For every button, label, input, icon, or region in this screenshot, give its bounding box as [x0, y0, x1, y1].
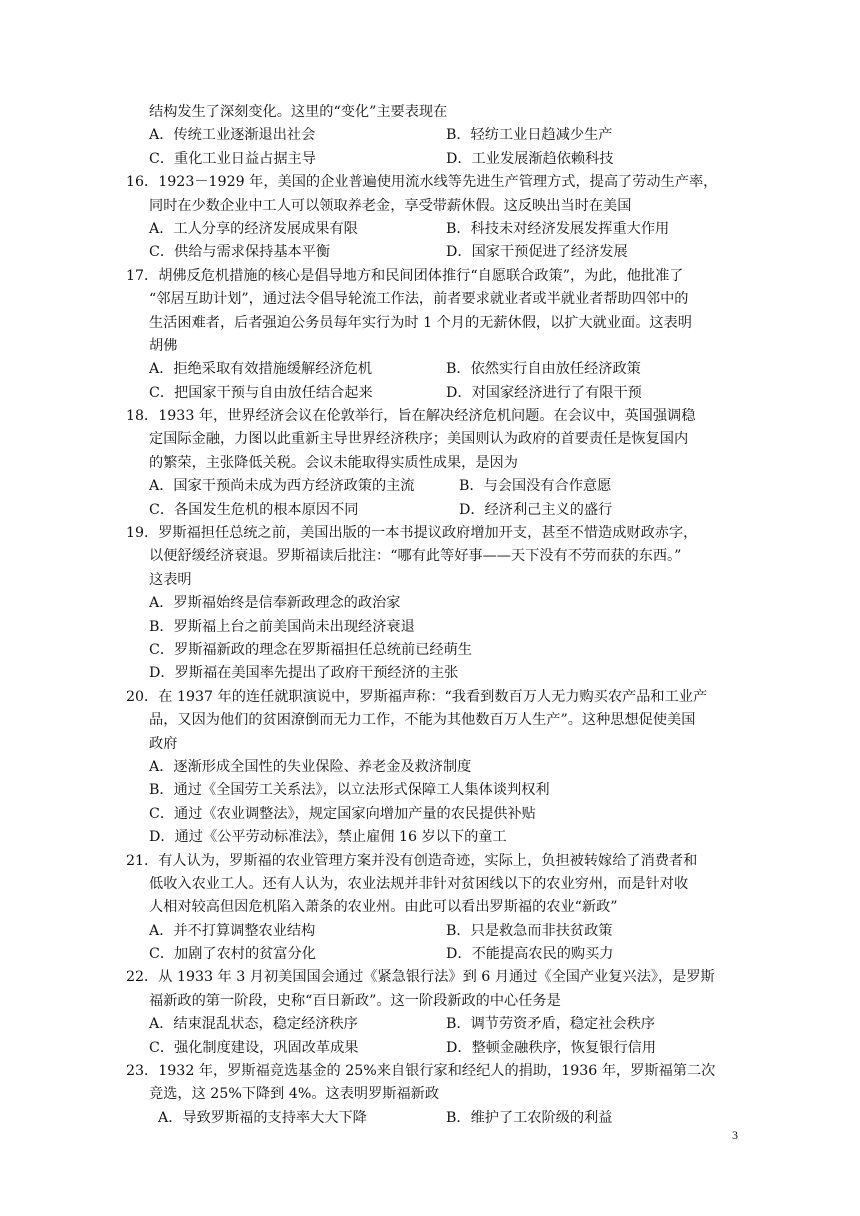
option-b: B．罗斯福上台之前美国尚未出现经济衰退: [149, 618, 415, 635]
option-row: [126, 1107, 746, 1130]
option-b: B．科技未对经济发展发挥重大作用: [446, 220, 670, 237]
question-stem-line: “邻居互助计划”，通过法令倡导轮流工作法，前者要求就业者或半就业者帮助四邻中的: [149, 291, 689, 308]
option-a: A．导致罗斯福的支持率大大下降: [158, 1109, 367, 1126]
question-19: [126, 522, 746, 686]
option-b: B．维护了工农阶级的利益: [446, 1109, 613, 1126]
question-stem-line: 18．1933 年，世界经济会议在伦敦举行，旨在解决经济危机问题。在会议中，英国强调稳: [126, 408, 696, 425]
question-20: [126, 686, 746, 850]
question-stem-line: 人相对较高但因危机陷入萧条的农业州。由此可以看出罗斯福的农业“新政”: [149, 899, 618, 916]
option-c: C．重化工业日益占据主导: [149, 150, 316, 167]
option-a: A．结束混乱状态，稳定经济秩序: [149, 1016, 358, 1033]
question-16: [126, 171, 746, 265]
question-21: [126, 850, 746, 967]
page-number: 3: [732, 1128, 738, 1142]
option-a: A．逐渐形成全国性的失业保险、养老金及救济制度: [149, 758, 472, 775]
option-a: A．工人分享的经济发展成果有限: [149, 220, 358, 237]
question-18: [126, 405, 746, 522]
option-d: D．通过《公平劳动标准法》，禁止雇佣 16 岁以下的童工: [149, 829, 507, 846]
option-row: [126, 148, 746, 171]
question-stem-line: 21．有人认为，罗斯福的农业管理方案并没有创造奇迹，实际上，负担被转嫁给了消费者和: [126, 852, 698, 869]
option-d: D．罗斯福在美国率先提出了政府干预经济的主张: [149, 665, 459, 682]
question-22: [126, 966, 746, 1060]
option-d: D．整顿金融秩序，恢复银行信用: [446, 1039, 657, 1056]
option-b: B．与会国没有合作意愿: [459, 478, 612, 495]
option-c: C．把国家干预与自由放任结合起来: [149, 384, 373, 401]
option-row: [126, 382, 746, 405]
question-stem-line: 政府: [149, 735, 178, 752]
question-stem-line: 16．1923－1929 年，美国的企业普遍使用流水线等先进生产管理方式，提高了劳动生产率，: [126, 174, 718, 191]
question-stem-line: 同时在少数企业中工人可以领取养老金，享受带薪休假。这反映出当时在美国: [149, 197, 632, 214]
option-a: A．国家干预尚未成为西方经济政策的主流: [149, 478, 415, 495]
question-stem-line: 以便舒缓经济衰退。罗斯福读后批注：“哪有此等好事——天下没有不劳而获的东西。”: [149, 548, 682, 565]
option-a: A．罗斯福始终是信奉新政理念的政治家: [149, 595, 401, 612]
option-row: [126, 218, 746, 241]
option-d: D．不能提高农民的购买力: [446, 946, 614, 963]
question-stem-line: 品，又因为他们的贫困潦倒而无力工作，不能为其他数百万人生产”。这种思想促使美国: [149, 712, 696, 729]
option-c: C．强化制度建设，巩固改革成果: [149, 1039, 359, 1056]
option-b: B．调节劳资矛盾，稳定社会秩序: [446, 1016, 656, 1033]
question-stem-line: 20．在 1937 年的连任就职演说中，罗斯福声称：“我看到数百万人无力购买农产品和工业产: [126, 688, 708, 705]
question-stem-line: 的繁荣，主张降低关税。会议未能取得实质性成果，是因为: [149, 454, 518, 471]
question-stem-line: 竞选，这 25%下降到 4%。这表明罗斯福新政: [149, 1086, 440, 1103]
option-row: [126, 241, 746, 264]
option-b: B．依然实行自由放任经济政策: [446, 361, 641, 378]
question-stem-line: 生活困难者，后者强迫公务员每年实行为时 1 个月的无薪休假，以扩大就业面。这表明: [149, 314, 692, 331]
option-d: D．对国家经济进行了有限干预: [446, 384, 642, 401]
option-row: [126, 475, 746, 498]
option-c: C．各国发生危机的根本原因不同: [149, 501, 359, 518]
option-row: [126, 1037, 746, 1060]
option-a: A．并不打算调整农业结构: [149, 922, 316, 939]
option-row: [126, 124, 746, 147]
option-b: B．只是救急而非扶贫政策: [446, 922, 613, 939]
option-row: [126, 358, 746, 381]
question-stem-line: 22．从 1933 年 3 月初美国国会通过《紧急银行法》到 6 月通过《全国产业复兴法》，是罗斯: [126, 969, 715, 986]
question-15-continuation: [126, 101, 746, 171]
question-stem-line: 福新政的第一阶段，史称“百日新政”。这一阶段新政的中心任务是: [149, 992, 561, 1009]
option-row: [126, 1013, 746, 1036]
option-c: C．通过《农业调整法》，规定国家向增加产量的农民提供补贴: [149, 805, 536, 822]
question-stem-line: 胡佛: [149, 337, 178, 354]
question-stem-line: 这表明: [149, 571, 192, 588]
question-stem-line: 23．1932 年，罗斯福竞选基金的 25%来自银行家和经纪人的捐助，1936 年，罗斯福第二次: [126, 1063, 716, 1080]
option-row: [126, 920, 746, 943]
question-stem-line: 17．胡佛反危机措施的核心是倡导地方和民间团体推行“自愿联合政策”，为此，他批准了: [126, 267, 684, 284]
question-23: [126, 1060, 746, 1130]
option-b: B．轻纺工业日趋减少生产: [446, 127, 613, 144]
question-list: [126, 101, 746, 1130]
option-b: B．通过《全国劳工关系法》，以立法形式保障工人集体谈判权利: [149, 782, 550, 799]
option-c: C．罗斯福新政的理念在罗斯福担任总统前已经萌生: [149, 641, 472, 658]
question-17: [126, 265, 746, 405]
option-d: D．经济利己主义的盛行: [459, 501, 613, 518]
option-a: A．拒绝采取有效措施缓解经济危机: [149, 361, 373, 378]
option-d: D．国家干预促进了经济发展: [446, 244, 628, 261]
option-c: C．供给与需求保持基本平衡: [149, 244, 331, 261]
question-stem-line: 定国际金融，力图以此重新主导世界经济秩序；美国则认为政府的首要责任是恢复国内: [149, 431, 689, 448]
question-stem-line: 19．罗斯福担任总统之前，美国出版的一本书提议政府增加开支，甚至不惜造成财政赤字，: [126, 525, 698, 542]
option-row: [126, 499, 746, 522]
option-c: C．加剧了农村的贫富分化: [149, 946, 316, 963]
question-stem-line: 结构发生了深刻变化。这里的“变化”主要表现在: [149, 104, 448, 120]
question-stem-line: 低收入农业工人。还有人认为，农业法规并非针对贫困线以下的农业穷州，而是针对收: [149, 875, 689, 892]
option-row: [126, 943, 746, 966]
option-d: D．工业发展渐趋依赖科技: [446, 150, 614, 167]
option-a: A．传统工业逐渐退出社会: [149, 127, 316, 144]
